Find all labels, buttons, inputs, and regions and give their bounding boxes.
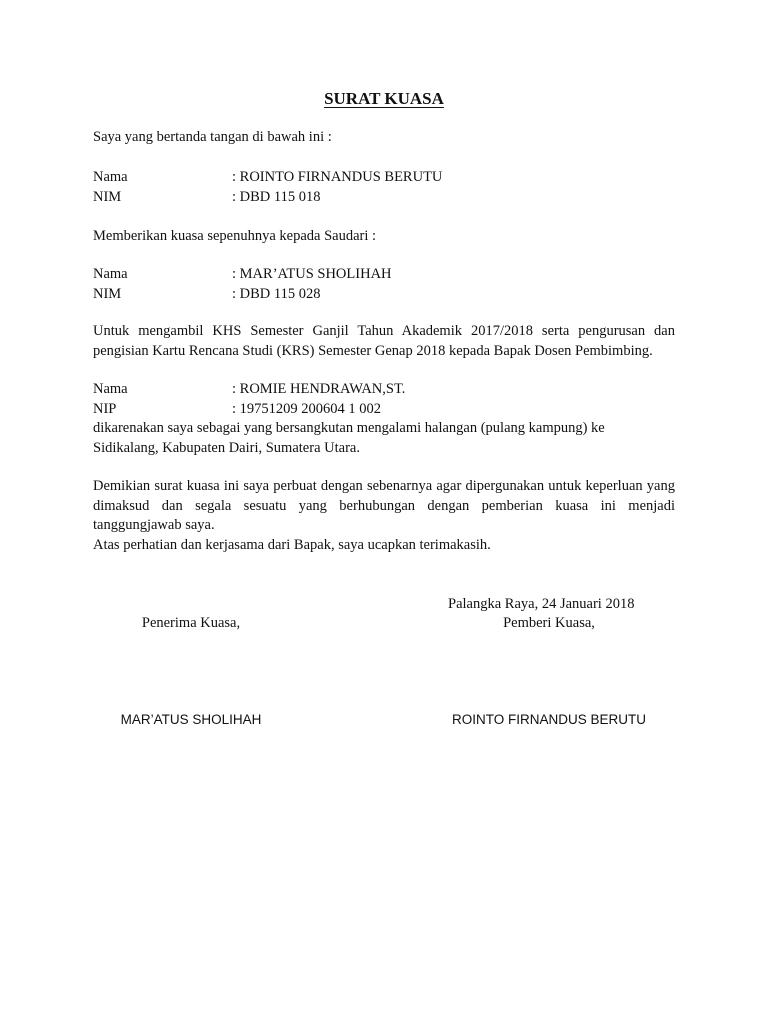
grantee-nim-label: NIM: [93, 285, 122, 302]
thanks-line: Atas perhatian dan kerjasama dari Bapak, saya ucapkan terimakasih.: [93, 536, 491, 553]
grantor-name-row: [93, 168, 675, 188]
supervisor-nip-label: NIP: [93, 400, 117, 417]
supervisor-name-row: [93, 380, 675, 400]
receiver-label: Penerima Kuasa,: [141, 615, 241, 631]
grantor-name-label: Nama: [93, 169, 128, 185]
grantor-nim-label: NIM: [93, 188, 122, 205]
grantor-name-value: : ROINTO FIRNANDUS BERUTU: [232, 169, 443, 185]
receiver-signature-name: MAR’ATUS SHOLIHAH: [120, 712, 262, 727]
grant-statement: [93, 227, 675, 247]
grantee-nim-value: : DBD 115 028: [232, 285, 321, 302]
supervisor-nip-row: [93, 400, 675, 420]
purpose-paragraph: Untuk mengambil KHS Semester Ganjil Tahun Akademik 2017/2018 serta pengurusan dan pengisian Kartu Rencana Studi (KRS) Semester Genap 2018 kepada Bapak Dosen Pembimbing.: [93, 323, 675, 359]
grantee-name-label: Nama: [93, 266, 128, 282]
place-date: Palangka Raya, 24 Januari 2018: [448, 596, 635, 612]
supervisor-details: [93, 380, 675, 458]
grantor-nim-value: : DBD 115 018: [232, 188, 321, 205]
supervisor-name-label: Nama: [93, 381, 128, 397]
intro-text: Saya yang bertanda tangan di bawah ini :: [93, 129, 332, 145]
letter-title-text: SURAT KUASA: [324, 89, 444, 108]
giver-label: Pemberi Kuasa,: [503, 615, 595, 631]
supervisor-nip-value: : 19751209 200604 1 002: [232, 400, 382, 417]
grant-statement-text: Memberikan kuasa sepenuhnya kepada Saudari :: [93, 228, 377, 244]
grantor-details: [93, 168, 675, 207]
grantee-details: [93, 265, 675, 304]
supervisor-name-value: : ROMIE HENDRAWAN,ST.: [232, 381, 406, 397]
reason-line-1: dikarenakan saya sebagai yang bersangkutan mengalami halangan (pulang kampung) ke: [93, 420, 605, 436]
closing-section: [93, 477, 675, 555]
grantor-nim-row: [93, 188, 675, 208]
grantee-nim-row: [93, 285, 675, 305]
letter-title: [0, 88, 768, 110]
reason-line-2: Sidikalang, Kabupaten Dairi, Sumatera Utara.: [93, 439, 360, 456]
giver-signature-name: ROINTO FIRNANDUS BERUTU: [451, 712, 646, 727]
intro-line: [93, 128, 675, 148]
grantee-name-value: : MAR’ATUS SHOLIHAH: [232, 266, 392, 282]
grantee-name-row: [93, 265, 675, 285]
closing-paragraph: Demikian surat kuasa ini saya perbuat dengan sebenarnya agar dipergunakan untuk keperluan yang dimaksud dan segala sesuatu yang berhubungan dengan pemberian kuasa ini menjadi tanggungjawab saya.: [93, 478, 675, 533]
